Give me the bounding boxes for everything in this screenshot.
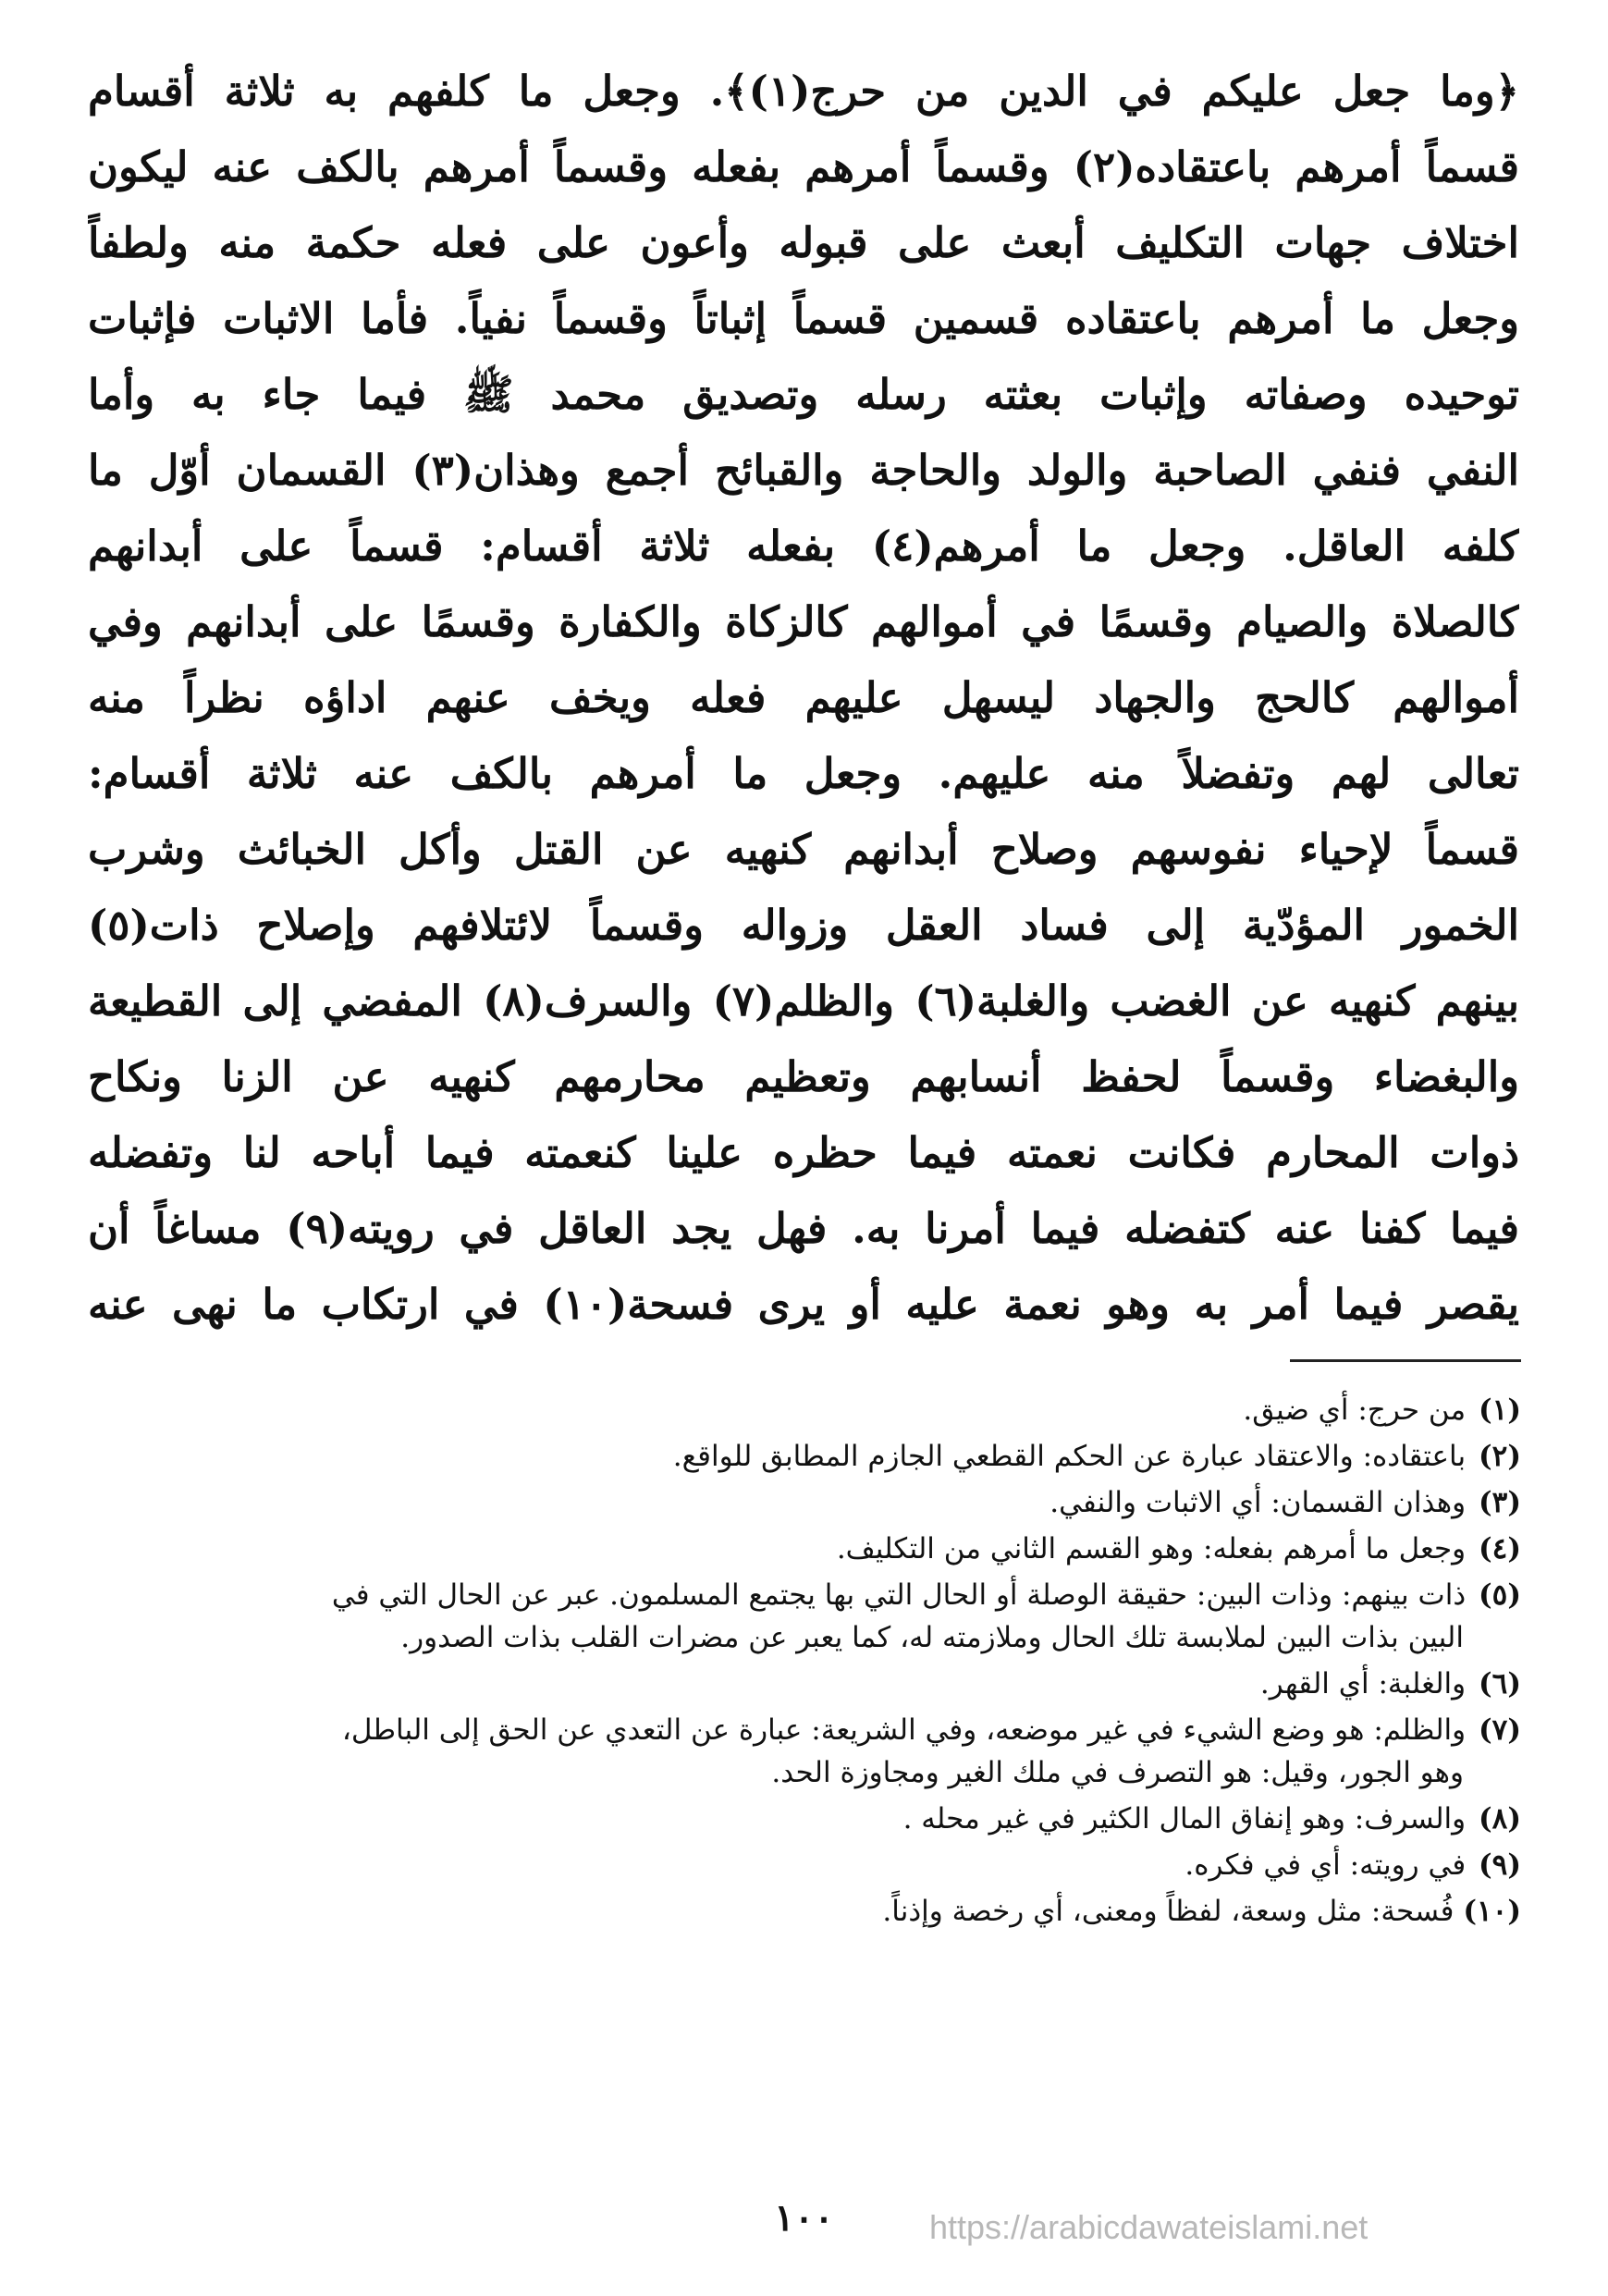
footnote-1: [102, 1387, 1521, 1433]
main-text-line: كلفه العاقل. وجعل ما أمرهم(٤) بفعله ثلاثة أقسام: قسماً على أبدانهم: [88, 522, 1519, 571]
main-text-line: والبغضاء وقسماً لحفظ أنسابهم وتعظيم محارمهم كنهيه عن الزنا ونكاح: [88, 1052, 1519, 1101]
main-text-line: قسماً أمرهم باعتقاده(٢) وقسماً أمرهم بفعله وقسماً أمرهم بالكف عنه ليكون: [88, 142, 1519, 191]
footnote-text: فُسحة: مثل وسعة، لفظاً ومعنى، أي رخصة وإذناً.: [882, 1895, 1455, 1928]
footnote-6: [102, 1661, 1521, 1707]
footnote-text: من حرج: أي ضيق.: [1243, 1394, 1467, 1427]
page-number: ١٠٠: [774, 2196, 834, 2240]
footnote-text: في رويته: أي في فكره.: [1185, 1848, 1467, 1882]
main-text-line: تعالى لهم وتفضلاً منه عليهم. وجعل ما أمرهم بالكف عنه ثلاثة أقسام:: [88, 749, 1519, 798]
footnote-5: [102, 1572, 1521, 1661]
main-text-line: قسماً لإحياء نفوسهم وصلاح أبدانهم كنهيه عن القتل وأكل الخبائث وشرب: [88, 825, 1519, 874]
footnote-text: والغلبة: أي القهر.: [1259, 1667, 1467, 1701]
footnote-text: والسرف: وهو إنفاق المال الكثير في غير محله .: [902, 1802, 1467, 1836]
footnote-number: (٥): [1479, 1578, 1521, 1612]
footnote-number: (٩): [1479, 1848, 1521, 1882]
main-text-line: وجعل ما أمرهم باعتقاده قسمين قسماً إثباتاً وقسماً نفياً. فأما الاثبات فإثبات: [88, 294, 1519, 343]
footnote-10: [102, 1888, 1521, 1934]
footnote-text: وجعل ما أمرهم بفعله: وهو القسم الثاني من التكليف.: [836, 1532, 1467, 1565]
main-text-line: كالصلاة والصيام وقسمًا في أموالهم كالزكاة والكفارة وقسمًا على أبدانهم وفي: [88, 597, 1519, 646]
main-text-line: أموالهم كالحج والجهاد ليسهل عليهم فعله ويخف عنهم اداؤه نظراً منه: [88, 673, 1519, 722]
main-text-line: ذوات المحارم فكانت نعمته فيما حظره علينا كنعمته فيما أباحه لنا وتفضله: [88, 1128, 1519, 1177]
footnote-2: [102, 1433, 1521, 1480]
footnote-continuation: البين بذات البين لملابسة تلك الحال وملازمته له، كما يعبر عن مضرات القلب بذات الصدور.: [400, 1621, 1464, 1654]
main-text: [88, 54, 1519, 1343]
footnote-9: [102, 1842, 1521, 1888]
main-text-line: ﴿وما جعل عليكم في الدين من حرج(١)﴾. وجعل ما كلفهم به ثلاثة أقسام: [88, 67, 1519, 116]
footnote-text: باعتقاده: والاعتقاد عبارة عن الحكم القطعي الجازم المطابق للواقع.: [672, 1440, 1467, 1473]
footnote-4: [102, 1526, 1521, 1572]
footnote-number: (٣): [1479, 1486, 1521, 1519]
footnote-number: (٢): [1479, 1440, 1521, 1473]
footnote-text: والظلم: هو وضع الشيء في غير موضعه، وفي الشريعة: عبارة عن التعدي عن الحق إلى الباطل،: [341, 1713, 1467, 1747]
footnote-divider: [1290, 1359, 1521, 1362]
main-text-line: الخمور المؤدّية إلى فساد العقل وزواله وقسماً لائتلافهم وإصلاح ذات(٥): [88, 901, 1519, 950]
main-text-line: اختلاف جهات التكليف أبعث على قبوله وأعون على فعله حكمة منه ولطفاً: [88, 218, 1519, 267]
main-text-line: النفي فنفي الصاحبة والولد والحاجة والقبائح أجمع وهذان(٣) القسمان أوّل ما: [88, 446, 1519, 495]
footnote-number: (٧): [1479, 1713, 1521, 1747]
footnote-3: [102, 1480, 1521, 1526]
footnote-7: [102, 1707, 1521, 1796]
main-text-line: توحيده وصفاته وإثبات بعثته رسله وتصديق محمد ﷺ فيما جاء به وأما: [88, 370, 1519, 419]
footnote-number: (٤): [1479, 1532, 1521, 1565]
main-text-line: فيما كفنا عنه كتفضله فيما أمرنا به. فهل يجد العاقل في رويته(٩) مساغاً أن: [88, 1204, 1519, 1253]
footnote-number: (٦): [1479, 1667, 1521, 1701]
footnote-number: (٨): [1479, 1802, 1521, 1836]
main-text-line: يقصر فيما أمر به وهو نعمة عليه أو يرى فسحة(١٠) في ارتكاب ما نهى عنه: [88, 1280, 1519, 1329]
footnotes: [102, 1387, 1521, 1934]
main-text-line: بينهم كنهيه عن الغضب والغلبة(٦) والظلم(٧) والسرف(٨) المفضي إلى القطيعة: [88, 976, 1519, 1025]
watermark-url: https://arabicdawateislami.net: [929, 2208, 1369, 2246]
footnote-number: (١٠): [1463, 1895, 1521, 1928]
footnote-text: وهذان القسمان: أي الاثبات والنفي.: [1049, 1486, 1467, 1519]
footnote-number: (١): [1479, 1394, 1521, 1427]
footnote-8: [102, 1796, 1521, 1842]
footnote-continuation: وهو الجور، وقيل: هو التصرف في ملك الغير ومجاوزة الحد.: [771, 1756, 1464, 1789]
footnote-text: ذات بينهم: وذات البين: حقيقة الوصلة أو الحال التي بها يجتمع المسلمون. عبر عن الحال التي في: [331, 1578, 1467, 1612]
